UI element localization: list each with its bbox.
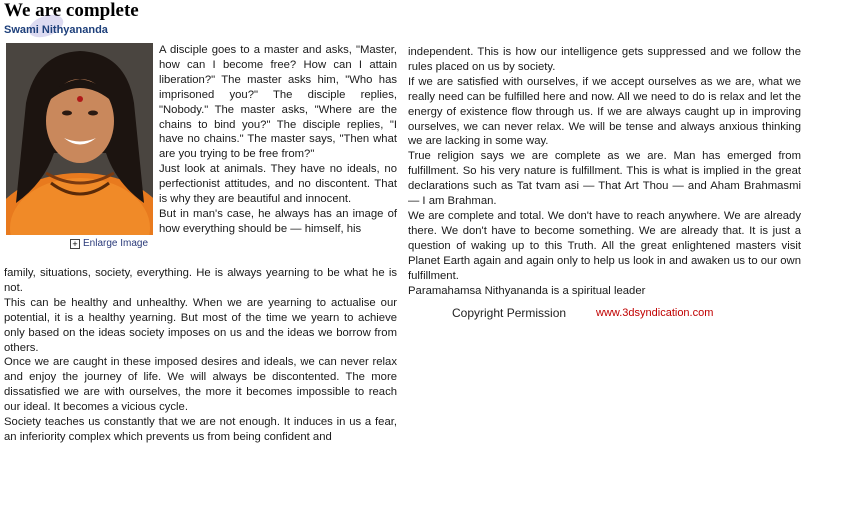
author-photo <box>6 43 153 235</box>
paragraph: independent. This is how our intelligence gets suppressed and we follow the rules placed on us by society. <box>408 46 801 73</box>
article-author[interactable]: Swami Nithyananda <box>4 24 108 36</box>
paragraph: Just look at animals. They have no ideals, no perfectionist attitudes, and no discontent. That is why they are beautiful and innocent. <box>159 163 397 206</box>
syndication-link[interactable]: www.3dsyndication.com <box>596 307 714 319</box>
paragraph: True religion says we are complete as we are. Man has emerged from fulfillment. So his very nature is fulfillment. This is what is implied in the great declarations such as Tat tvam asi — That Art Thou — and Aham Brahmasmi — I am Brahman. <box>408 150 801 208</box>
paragraph: Society teaches us constantly that we are not enough. It induces in us a fear, an inferiority complex which prevents us from being confident and <box>4 416 397 443</box>
paragraph: If we are satisfied with ourselves, if we accept ourselves as we are, what we really need can be fulfilled here and now. All we need to do is relax and let the energy of existence flow through us. If we are always caught up in improving ourselves, we can never relax. We will be tense and always anxious thinking we are lacking in some way. <box>408 75 801 148</box>
author-note: Paramahamsa Nithyananda is a spiritual leader <box>408 284 646 297</box>
author-portrait-illustration <box>6 43 153 235</box>
copyright-permission-label: Copyright Permission <box>452 306 567 320</box>
plus-icon: + <box>70 239 80 249</box>
enlarge-image-link[interactable] <box>70 238 148 249</box>
article-body-column-2 <box>408 45 801 298</box>
enlarge-image-label: Enlarge Image <box>83 238 149 249</box>
paragraph: A disciple goes to a master and asks, "Master, how can I become free? How can I attain liberation?" The master asks him, "Who has imprisoned you?" The disciple replies, "Nobody." The master asks, "Where are the chains to bind you?" The disciple replies, "I have no chains." The master says, "Then what are you trying to be free from?" <box>159 44 397 161</box>
article-body-column-1-top <box>159 43 397 237</box>
paragraph: family, situations, society, everything. He is always yearning to be what he is not. <box>4 267 397 294</box>
article-title: We are complete <box>4 0 139 21</box>
paragraph: But in man's case, he always has an image of how everything should be — himself, his <box>159 207 397 235</box>
paragraph: This can be healthy and unhealthy. When we are yearning to actualise our potential, it is a healthy yearning. But most of the time we yearn to achieve only based on the ideas society imposes on us and the ideas we borrow from others. <box>4 296 397 354</box>
article-body-column-1-bottom <box>4 266 397 445</box>
paragraph: Once we are caught in these imposed desires and ideals, we can never relax and enjoy the journey of life. We will always be discontented. The more dissatisfied we are with ourselves, the more it becomes impossible to reach our ideal. It becomes a vicious cycle. <box>4 356 397 414</box>
paragraph: We are complete and total. We don't have to reach anywhere. We are already there. We don't have to become something. We are already that. It is just a question of waking up to this Truth. All the great enlightened masters visit Planet Earth again and again only to help us look in and awaken us to our own fulfillment. <box>408 209 801 282</box>
